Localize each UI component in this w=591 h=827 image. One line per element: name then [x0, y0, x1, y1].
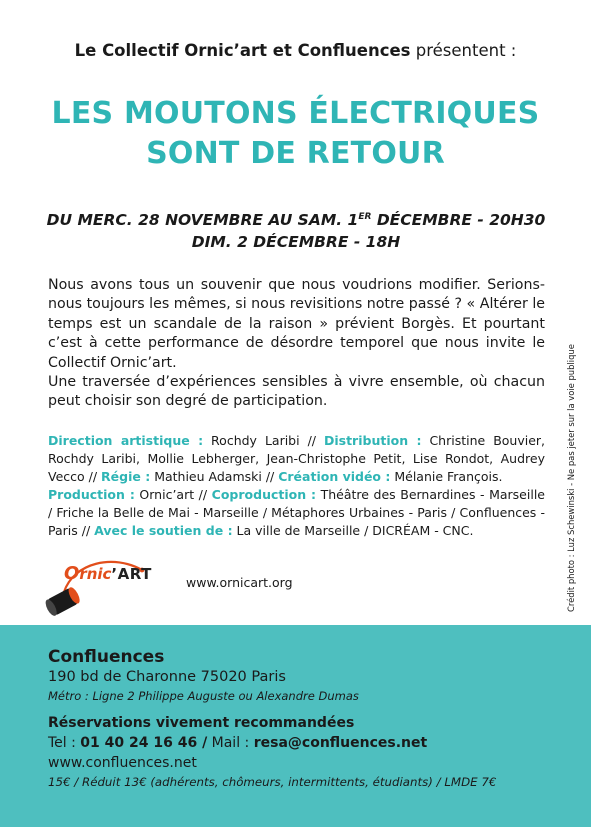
photo-credit: Crédit photo : Luz Schewinski - Ne pas jeter sur la voie publique	[566, 344, 576, 612]
dates-line-1-sup: ER	[358, 212, 372, 222]
dates-line-1	[46, 206, 546, 231]
credit-value-video: Mélanie François.	[390, 469, 503, 484]
tel-number[interactable]: 01 40 24 16 46 /	[80, 735, 208, 751]
credit-value-coproduction: Théâtre des Bernardines - Marseille / Friche la Belle de Mai - Marseille / Métaphores Urbaines - Paris / Confluences - Paris //	[48, 487, 545, 538]
contact-line	[48, 733, 568, 753]
logo-letter-o: O	[64, 563, 80, 584]
mail-label: Mail :	[207, 735, 254, 751]
venue-metro: Métro : Ligne 2 Philippe Auguste ou Alexandre Dumas	[48, 689, 359, 703]
reservations-heading: Réservations vivement recommandées	[48, 715, 355, 731]
venue-footer-content	[48, 647, 568, 791]
credit-label-direction: Direction artistique :	[48, 433, 204, 448]
ornicart-logo-text	[64, 563, 152, 584]
venue-footer	[0, 625, 591, 827]
dates-line-1-end: DÉCEMBRE - 20H30	[371, 211, 546, 229]
credit-value-distribution: Christine Bouvier, Rochdy Laribi, Mollie Lebherger, Jean-Christophe Petit, Lise Rondot, Audrey Vecco //	[48, 433, 546, 484]
credit-value-regie: Mathieu Adamski //	[150, 469, 279, 484]
presenters-name: Le Collectif Ornic’art et Confluences	[74, 41, 411, 60]
credit-label-production: Production :	[48, 487, 135, 502]
description-paragraph-2: Une traversée d’expériences sensibles à vivre ensemble, où chacun peut choisir son degré de participation.	[48, 374, 545, 410]
tel-label: Tel :	[48, 735, 81, 751]
dates-line-2: DIM. 2 DÉCEMBRE - 18H	[191, 233, 401, 251]
logo-art: ’ART	[111, 565, 152, 583]
credit-label-coproduction: Coproduction :	[211, 487, 317, 502]
venue-address: 190 bd de Charonne 75020 Paris	[48, 669, 286, 685]
credit-value-support: La ville de Marseille / DICRÉAM - CNC.	[232, 523, 474, 538]
show-title	[0, 94, 591, 174]
show-dates	[46, 206, 546, 253]
ornicart-website-link[interactable]: www.ornicart.org	[186, 575, 293, 590]
venue-name: Confluences	[48, 647, 165, 667]
presenters-verb: présentent :	[410, 41, 517, 60]
show-title-line-1: LES MOUTONS ÉLECTRIQUES	[51, 96, 540, 131]
presenters-line	[0, 40, 591, 62]
credit-label-regie: Régie :	[101, 469, 151, 484]
credit-value-production: Ornic’art //	[134, 487, 212, 502]
credit-value-direction: Rochdy Laribi //	[203, 433, 324, 448]
description-paragraph-1: Nous avons tous un souvenir que nous voudrions modifier. Serions-nous toujours les mêmes, si nous revisitions notre passé ? « Altérer le temps est un scandale de la raison » prévient Borgès. Et pourtant c’est à cette performance de désordre temporel que nous invite le Collectif Ornic’art.	[48, 277, 545, 371]
credits-block	[48, 432, 545, 540]
credit-label-distribution: Distribution :	[323, 433, 422, 448]
credit-label-video: Création vidéo :	[278, 469, 391, 484]
show-title-line-2: SONT DE RETOUR	[146, 136, 445, 171]
logo-rnic: rnic	[79, 565, 112, 583]
dates-line-1-start: DU MERC. 28 NOVEMBRE AU SAM. 1	[46, 211, 359, 229]
confluences-website-link[interactable]: www.confluences.net	[48, 755, 197, 771]
credit-label-support: Avec le soutien de :	[94, 523, 233, 538]
description	[48, 276, 545, 412]
ticket-prices: 15€ / Réduit 13€ (adhérents, chômeurs, intermittents, étudiants) / LMDE 7€	[48, 775, 497, 789]
mail-address-link[interactable]: resa@confluences.net	[253, 735, 428, 751]
